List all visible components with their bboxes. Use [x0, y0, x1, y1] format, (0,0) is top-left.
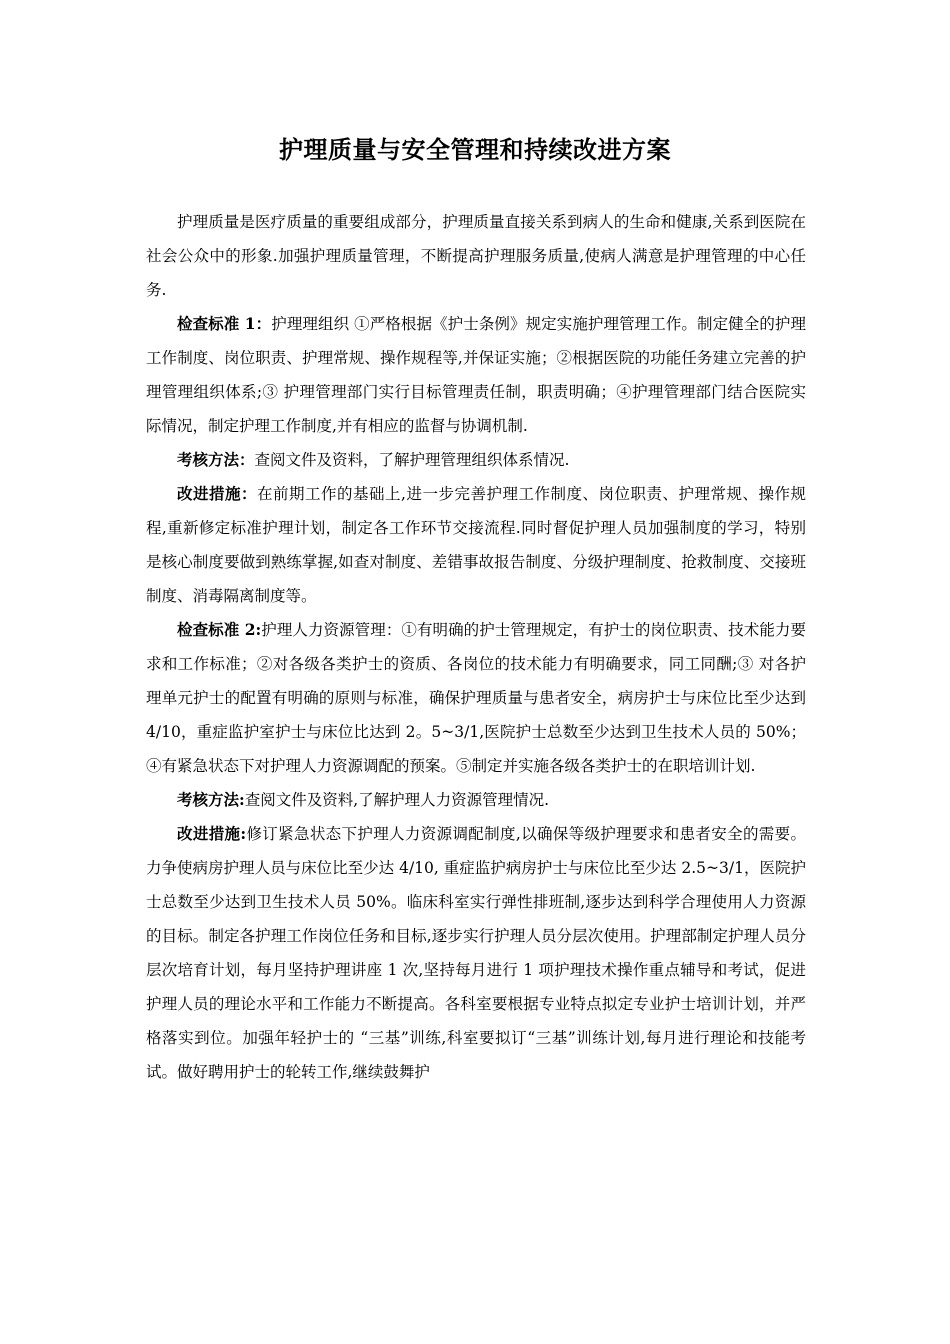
paragraph-label: 检查标准 1： [177, 314, 272, 333]
standard-2-paragraph [146, 613, 806, 783]
paragraph-label: 考核方法： [177, 450, 255, 469]
paragraph-label: 改进措施: [177, 824, 247, 843]
paragraph-text: 查阅文件及资料，了解护理管理组织体系情况. [254, 451, 570, 469]
paragraph-text: 修订紧急状态下护理人力资源调配制度,以确保等级护理要求和患者安全的需要。力争使病房护理人员与床位比至少达 4/10, 重症监护病房护士与床位比至少达 2.5~3/1，医院护士总数至少达到卫生技术人员 50%。临床科室实行弹性排班制,逐步达到科学合理使用人力资源的目标。制定各护理工作岗位任务和目标,逐步实行护理人员分层次使用。护理部制定护理人员分层次培育计划，每月坚持护理讲座 1 次,坚持每月进行 1 项护理技术操作重点辅导和考试，促进护理人员的理论水平和工作能力不断提高。各科室要根据专业特点拟定专业护士培训计划，并严格落实到位。加强年轻护士的 “三基”训练,科室要拟订“三基”训练计划,每月进行理论和技能考试。做好聘用护士的轮转工作,继续鼓舞护 [146, 825, 806, 1081]
paragraph-text: 护理质量是医疗质量的重要组成部分，护理质量直接关系到病人的生命和健康,关系到医院在社会公众中的形象.加强护理质量管理，不断提高护理服务质量,使病人满意是护理管理的中心任务. [146, 213, 806, 299]
paragraph-label: 改进措施： [177, 484, 258, 503]
assessment-2-paragraph [146, 783, 806, 817]
improvement-2-paragraph [146, 817, 806, 1089]
document-body [146, 205, 806, 1089]
paragraph-text: 在前期工作的基础上,进一步完善护理工作制度、岗位职责、护理常规、操作规程,重新修定标准护理计划，制定各工作环节交接流程.同时督促护理人员加强制度的学习，特别是核心制度要做到熟练掌握,如查对制度、差错事故报告制度、分级护理制度、抢救制度、交接班制度、消毒隔离制度等。 [146, 485, 806, 605]
paragraph-text: 查阅文件及资料,了解护理人力资源管理情况. [244, 791, 550, 809]
intro-paragraph [146, 205, 806, 307]
paragraph-label: 检查标准 2: [177, 620, 262, 639]
paragraph-text: 护理理组织 ①严格根据《护士条例》规定实施护理管理工作。制定健全的护理工作制度、岗位职责、护理常规、操作规程等,并保证实施；②根据医院的功能任务建立完善的护理管理组织体系;③ 护理管理部门实行目标管理责任制，职责明确；④护理管理部门结合医院实际情况，制定护理工作制度,并有相应的监督与协调机制. [146, 315, 806, 435]
document-title: 护理质量与安全管理和持续改进方案 [279, 135, 671, 164]
paragraph-text: 护理人力资源管理：①有明确的护士管理规定，有护士的岗位职责、技术能力要求和工作标准；②对各级各类护士的资质、各岗位的技术能力有明确要求，同工同酬;③ 对各护理单元护士的配置有明确的原则与标准，确保护理质量与患者安全，病房护士与床位比至少达到 4/10，重症监护室护士与床位比达到 2。5~3/1,医院护士总数至少达到卫生技术人员的 50%；④有紧急状态下对护理人力资源调配的预案。⑤制定并实施各级各类护士的在职培训计划. [146, 621, 806, 775]
paragraph-label: 考核方法: [177, 790, 245, 809]
standard-1-paragraph [146, 307, 806, 443]
assessment-1-paragraph [146, 443, 806, 477]
improvement-1-paragraph [146, 477, 806, 613]
